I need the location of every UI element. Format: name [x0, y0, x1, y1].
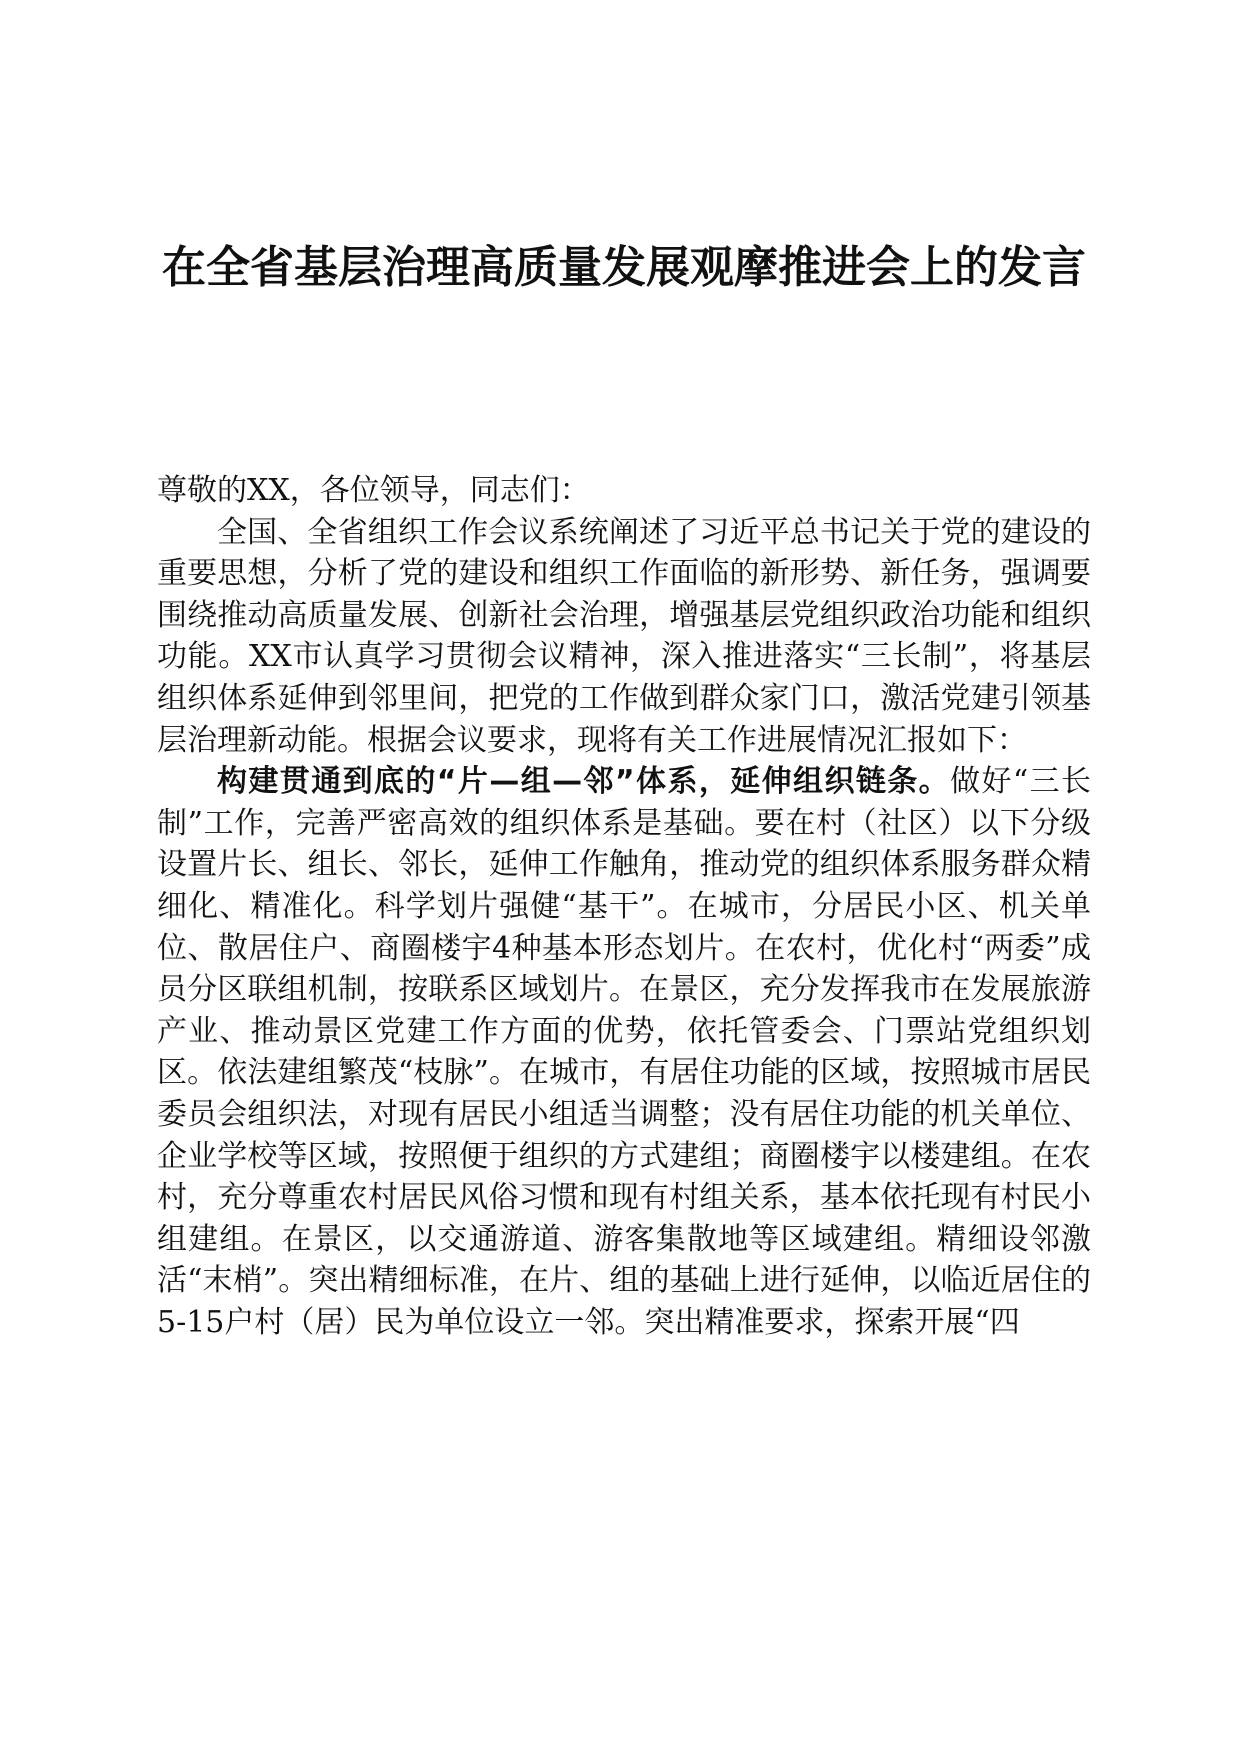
salutation: 尊敬的XX，各位领导，同志们：: [157, 473, 590, 508]
paragraph-org-system: [157, 761, 1091, 1343]
paragraph-lead-heading: 构建贯通到底的“片—组—邻”体系，延伸组织链条。: [217, 764, 951, 800]
document-page: [157, 0, 1091, 1754]
paragraph-org-system-text: 做好“三长制”工作，完善严密高效的组织体系是基础。要在村（社区）以下分级设置片长、组长、邻长，延伸工作触角，推动党的组织体系服务群众精细化、精准化。科学划片强健“基干”。在城市，分居民小区、机关单位、散居住户、商圈楼宇4种基本形态划片。在农村，优化村“两委”成员分区联组机制，按联系区域划片。在景区，充分发挥我市在发展旅游产业、推动景区党建工作方面的优势，依托管委会、门票站党组织划区。依法建组繁茂“枝脉”。在城市，有居住功能的区域，按照城市居民委员会组织法，对现有居民小组适当调整；没有居住功能的机关单位、企业学校等区域，按照便于组织的方式建组；商圈楼宇以楼建组。在农村，充分尊重农村居民风俗习惯和现有村组关系，基本依托现有村民小组建组。在景区，以交通游道、游客集散地等区域建组。精细设邻激活“末梢”。突出精细标准，在片、组的基础上进行延伸，以临近居住的5-15户村（居）民为单位设立一邻。突出精准要求，探索开展“四: [157, 764, 1092, 1340]
paragraph-intro: [157, 512, 1091, 762]
document-title: 在全省基层治理高质量发展观摩推进会上的发言: [162, 242, 1086, 293]
paragraph-intro-text: 全国、全省组织工作会议系统阐述了习近平总书记关于党的建设的重要思想，分析了党的建设和组织工作面临的新形势、新任务，强调要围绕推动高质量发展、创新社会治理，增强基层党组织政治功能和组织功能。XX市认真学习贯彻会议精神，深入推进落实“三长制”，将基层组织体系延伸到邻里间，把党的工作做到群众家门口，激活党建引领基层治理新动能。根据会议要求，现将有关工作进展情况汇报如下：: [157, 514, 1091, 758]
document-body: [157, 470, 1091, 1343]
